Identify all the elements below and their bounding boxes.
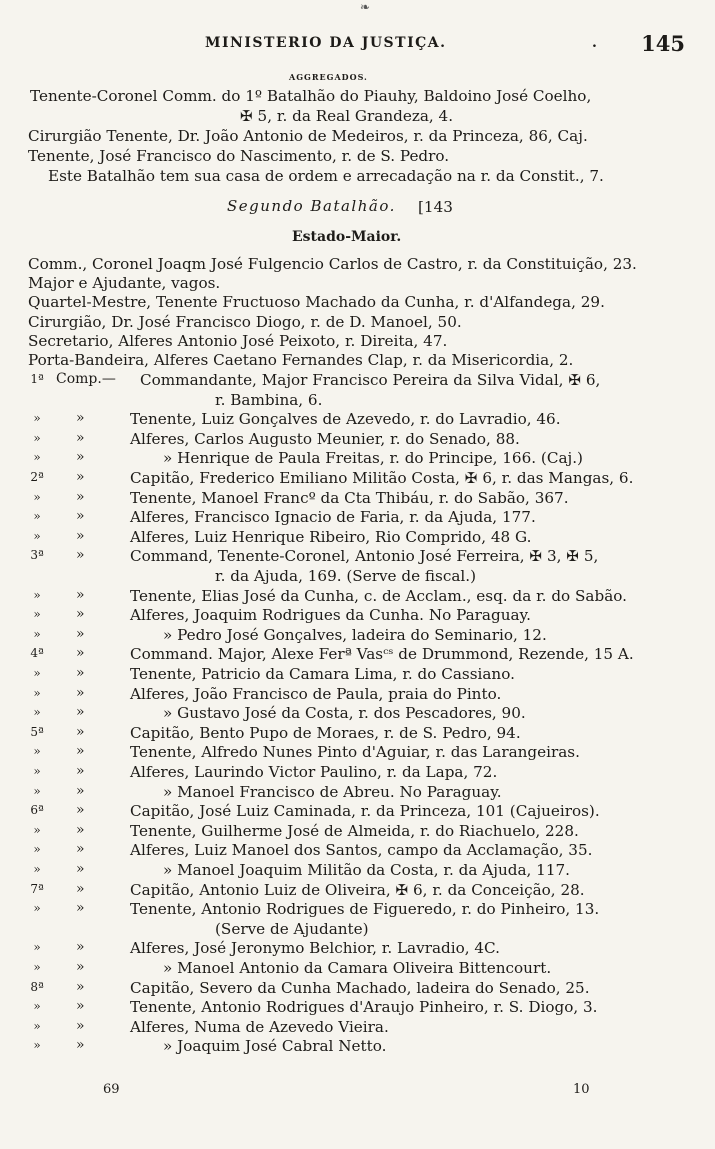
text-line: ✠ 5, r. da Real Grandeza, 4. <box>240 107 454 125</box>
company-entry: Alferes, Joaquim Rodrigues da Cunha. No Paraguay. <box>130 606 531 625</box>
company-ditto: » <box>76 527 85 544</box>
company-number: » <box>33 528 41 543</box>
company-entry: Capitão, Frederico Emiliano Militão Costa, ✠ 6, r. das Mangas, 6. <box>130 469 634 487</box>
company-entry: Tenente, Manoel Francº da Cta Thibáu, r. do Sabão, 367. <box>130 488 569 507</box>
company-ditto: » <box>76 704 85 721</box>
company-number: 7ª <box>30 881 44 896</box>
staff-line: Porta-Bandeira, Alferes Caetano Fernandes Clap, r. da Misericordia, 2. <box>28 351 574 369</box>
company-entry: » Gustavo José da Costa, r. dos Pescadores, 90. <box>163 704 526 723</box>
staff-line: Secretario, Alferes Antonio José Peixoto, r. Direita, 47. <box>28 331 448 350</box>
company-ditto: » <box>76 900 85 917</box>
company-number: » <box>33 940 41 955</box>
company-entry: Command. Major, Alexe Ferª Vasᶜˢ de Drummond, Rezende, 15 A. <box>130 645 634 664</box>
company-ditto: » <box>76 802 85 819</box>
company-ditto: » <box>76 1037 85 1054</box>
footer-left: 69 <box>103 1082 120 1097</box>
company-entry: Capitão, Bento Pupo de Moraes, r. de S. Pedro, 94. <box>130 723 521 742</box>
company-entry: » Manoel Francisco de Abreu. No Paraguay. <box>163 782 502 801</box>
company-number: » <box>33 842 41 857</box>
company-entry: (Serve de Ajudante) <box>215 919 369 938</box>
header-bullet: . <box>592 35 599 51</box>
company-number: » <box>33 783 41 798</box>
company-number: » <box>33 607 41 622</box>
company-number: » <box>33 666 41 680</box>
company-ditto: » <box>76 959 85 975</box>
text-line: Tenente-Coronel Comm. do 1º Batalhão do Piauhy, Baldoino José Coelho, <box>30 87 592 105</box>
company-ditto: » <box>76 861 85 877</box>
company-ditto: » <box>76 1017 85 1034</box>
company-ditto: » <box>76 939 85 956</box>
company-entry: » Pedro José Gonçalves, ladeira do Seminario, 12. <box>163 625 547 644</box>
company-entry: Alferes, Numa de Azevedo Vieira. <box>130 1017 389 1036</box>
company-ditto: » <box>76 782 85 799</box>
company-entry: Tenente, Guilherme José de Almeida, r. do Riachuelo, 228. <box>130 821 579 840</box>
company-entry: » Manoel Antonio da Camara Oliveira Bittencourt. <box>163 959 552 977</box>
staff-heading: Estado-Maior. <box>292 229 402 245</box>
company-number: » <box>33 764 41 778</box>
text-line: Tenente, José Francisco do Nascimento, r. de S. Pedro. <box>28 147 450 165</box>
company-number: » <box>33 862 41 876</box>
company-entry: Tenente, Elias José da Cunha, c. de Acclam., esq. da r. do Sabão. <box>130 586 627 605</box>
company-entry: Alferes, Luiz Manoel dos Santos, campo da Acclamação, 35. <box>130 841 593 860</box>
company-number: » <box>33 489 41 504</box>
company-entry: » Henrique de Paula Freitas, r. do Principe, 166. (Caj.) <box>163 449 583 468</box>
company-number: » <box>33 744 41 759</box>
page-title: MINISTERIO DA JUSTIÇA. <box>205 35 447 51</box>
company-ditto: » <box>76 821 85 838</box>
company-entry: Alferes, Francisco Ignacio de Faria, r. da Ajuda, 177. <box>130 508 536 527</box>
company-number: 2ª <box>30 470 44 484</box>
company-entry: Command, Tenente-Coronel, Antonio José Ferreira, ✠ 3, ✠ 5, <box>130 547 599 566</box>
company-entry: Tenente, Antonio Rodrigues d'Araujo Pinheiro, r. S. Diogo, 3. <box>130 998 598 1017</box>
company-entry: Tenente, Patricio da Camara Lima, r. do Cassiano. <box>130 665 515 683</box>
company-number: 6ª <box>30 803 44 818</box>
company-entry: Alferes, Laurindo Victor Paulino, r. da Lapa, 72. <box>130 763 498 781</box>
company-ditto: » <box>76 684 85 701</box>
company-number: 5ª <box>30 724 44 739</box>
company-number: 3ª <box>30 548 44 563</box>
company-entry: Alferes, José Jeronymo Belchior, r. Lavradio, 4C. <box>130 939 500 958</box>
battalion-code: [143 <box>418 198 453 216</box>
company-number: » <box>33 1018 41 1033</box>
company-entry: » Manoel Joaquim Militão da Costa, r. da Ajuda, 117. <box>163 861 570 879</box>
staff-line: Quartel-Mestre, Tenente Fructuoso Machado da Cunha, r. d'Alfandega, 29. <box>28 293 605 312</box>
company-ditto: Comp.— <box>56 371 116 387</box>
company-ditto: » <box>76 880 85 897</box>
company-ditto: » <box>76 841 85 858</box>
company-number: » <box>33 705 41 720</box>
company-number: » <box>33 411 41 426</box>
company-ditto: » <box>76 586 85 603</box>
company-entry: » Joaquim José Cabral Netto. <box>163 1037 387 1056</box>
company-number: 4ª <box>30 646 44 661</box>
company-entry: Alferes, João Francisco de Paula, praia do Pinto. <box>130 684 502 703</box>
company-number: » <box>33 587 41 602</box>
company-ditto: » <box>76 978 85 995</box>
company-entry: Capitão, José Luiz Caminada, r. da Princeza, 101 (Cajueiros). <box>130 802 600 821</box>
company-ditto: » <box>76 645 85 662</box>
company-ditto: » <box>76 449 85 466</box>
company-entry: Alferes, Carlos Augusto Meunier, r. do Senado, 88. <box>130 429 520 448</box>
company-ditto: » <box>76 665 85 681</box>
company-ditto: » <box>76 625 85 642</box>
company-ditto: » <box>76 606 85 623</box>
text-line: Cirurgião Tenente, Dr. João Antonio de Medeiros, r. da Princeza, 86, Caj. <box>28 127 588 145</box>
company-ditto: » <box>76 998 85 1015</box>
company-number: » <box>33 999 41 1014</box>
text-line: Este Batalhão tem sua casa de ordem e arrecadação na r. da Constit., 7. <box>48 167 604 185</box>
company-entry: Tenente, Antonio Rodrigues de Figueredo, r. do Pinheiro, 13. <box>130 900 600 919</box>
company-ditto: » <box>76 723 85 740</box>
staff-line: Cirurgião, Dr. José Francisco Diogo, r. de D. Manoel, 50. <box>28 312 462 331</box>
company-ditto: » <box>76 743 85 760</box>
aggregados-heading: AGGREGADOS. <box>289 72 368 82</box>
company-number: » <box>33 430 41 445</box>
company-number: » <box>33 822 41 837</box>
company-ditto: » <box>76 508 85 525</box>
company-ditto: » <box>76 469 85 485</box>
company-number: » <box>33 960 41 974</box>
page-number: 145 <box>641 31 685 56</box>
company-entry: Tenente, Luiz Gonçalves de Azevedo, r. do Lavradio, 46. <box>130 410 561 429</box>
staff-line: Comm., Coronel Joaqm José Fulgencio Carlos de Castro, r. da Constituição, 23. <box>28 255 637 273</box>
company-entry: Capitão, Antonio Luiz de Oliveira, ✠ 6, r. da Conceição, 28. <box>130 880 585 899</box>
company-entry: Commandante, Major Francisco Pereira da Silva Vidal, ✠ 6, <box>140 371 601 389</box>
company-entry: Tenente, Alfredo Nunes Pinto d'Aguiar, r. das Larangeiras. <box>130 743 580 762</box>
company-ditto: » <box>76 429 85 446</box>
company-ditto: » <box>76 488 85 505</box>
top-ornament: ❧ <box>360 0 371 14</box>
company-number: » <box>33 1038 41 1053</box>
company-number: » <box>33 685 41 700</box>
staff-line: Major e Ajudante, vagos. <box>28 274 221 293</box>
company-entry: r. Bambina, 6. <box>215 390 323 409</box>
company-ditto: » <box>76 410 85 427</box>
company-ditto: » <box>76 763 85 779</box>
company-entry: Alferes, Luiz Henrique Ribeiro, Rio Comprido, 48 G. <box>130 527 532 546</box>
company-number: 8ª <box>30 979 44 994</box>
battalion-title: Segundo Batalhão. <box>227 197 396 215</box>
company-entry: Capitão, Severo da Cunha Machado, ladeira do Senado, 25. <box>130 978 590 997</box>
company-number: » <box>33 450 41 465</box>
company-number: » <box>33 626 41 641</box>
company-number: » <box>33 901 41 916</box>
footer-right: 10 <box>573 1082 590 1097</box>
company-ditto: » <box>76 547 85 564</box>
company-entry: r. da Ajuda, 169. (Serve de fiscal.) <box>215 567 476 585</box>
company-number: » <box>33 509 41 524</box>
company-number: 1ª <box>30 372 44 386</box>
